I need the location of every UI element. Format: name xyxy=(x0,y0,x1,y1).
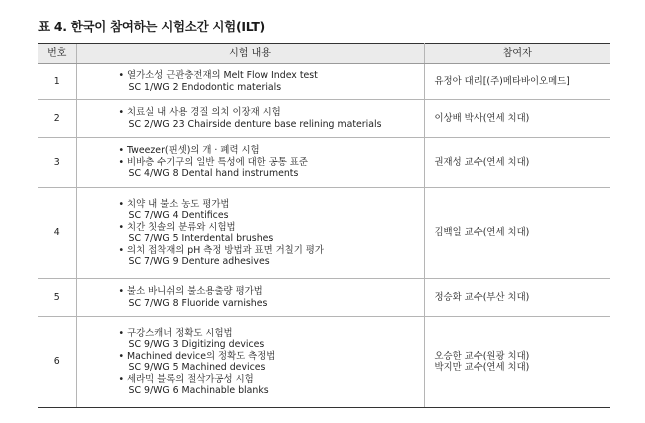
participant-name: 오승한 교수(원광 치대) xyxy=(434,350,530,362)
content-line: SC 9/WG 3 Digitizing devices xyxy=(128,339,265,350)
content-line: • Machined device의 정확도 측정법 xyxy=(118,350,276,362)
content-line: SC 7/WG 5 Interdental brushes xyxy=(128,233,274,244)
row-number: 4 xyxy=(38,188,76,279)
row-content xyxy=(76,100,424,138)
row-participant xyxy=(424,279,610,317)
row-number: 2 xyxy=(38,100,76,138)
content-line: SC 2/WG 23 Chairside denture base relining materials xyxy=(128,118,382,130)
content-line: SC 9/WG 5 Machined devices xyxy=(128,362,266,373)
row-number: 6 xyxy=(38,317,76,408)
table-row xyxy=(38,317,610,408)
content-line: SC 4/WG 8 Dental hand instruments xyxy=(128,168,299,180)
header-content: 시험 내용 xyxy=(76,44,424,64)
row-participant xyxy=(424,188,610,279)
content-line: • 구강스캐너 정확도 시험법 xyxy=(118,327,233,339)
row-content xyxy=(76,317,424,408)
content-line: • 치간 칫솔의 분류와 시험법 xyxy=(118,221,236,233)
ilt-table xyxy=(38,43,610,408)
table-header-row xyxy=(38,44,610,64)
row-participant xyxy=(424,64,610,100)
table-row xyxy=(38,188,610,279)
participant-name: 유정아 대리[(주)메타바이오메드] xyxy=(434,75,570,87)
row-number: 3 xyxy=(38,138,76,188)
content-line: SC 7/WG 9 Denture adhesives xyxy=(128,256,270,267)
participant-name: 김백일 교수(연세 치대) xyxy=(434,227,530,239)
row-number: 5 xyxy=(38,279,76,317)
table-row xyxy=(38,138,610,188)
table-caption: 표 4. 한국이 참여하는 시험소간 시험(ILT) xyxy=(38,19,265,34)
row-content xyxy=(76,279,424,317)
table-row xyxy=(38,279,610,317)
table-row xyxy=(38,64,610,100)
row-participant xyxy=(424,138,610,188)
participant-name: 권재성 교수(연세 치대) xyxy=(434,156,530,168)
content-line: • Tweezer(핀셋)의 개 · 폐력 시험 xyxy=(118,145,260,157)
row-number: 1 xyxy=(38,64,76,100)
header-number: 번호 xyxy=(38,44,76,64)
content-line: • 열가소성 근관충전재의 Melt Flow Index test xyxy=(118,70,318,81)
content-line: • 치약 내 불소 농도 평가법 xyxy=(118,198,230,210)
content-line: SC 9/WG 6 Machinable blanks xyxy=(128,385,269,396)
row-content xyxy=(76,64,424,100)
content-line: SC 1/WG 2 Endodontic materials xyxy=(128,81,282,93)
content-line: • 의치 접착재의 pH 측정 방법과 표면 거칠기 평가 xyxy=(118,244,324,256)
participant-name: 정승화 교수(부산 치대) xyxy=(434,291,530,303)
row-participant xyxy=(424,317,610,408)
content-line: • 치료실 내 사용 경질 의치 이장재 시험 xyxy=(118,107,281,118)
row-participant xyxy=(424,100,610,138)
row-content xyxy=(76,138,424,188)
content-line: SC 7/WG 4 Dentifices xyxy=(128,210,229,221)
header-participant: 참여자 xyxy=(424,44,610,64)
participant-name: 박지만 교수(연세 치대) xyxy=(434,362,530,373)
content-line: • 비바층 수기구의 일반 특성에 대한 공통 표준 xyxy=(118,156,308,168)
row-content xyxy=(76,188,424,279)
content-line: • 불소 바니쉬의 불소용출량 평가법 xyxy=(118,286,263,297)
table-row xyxy=(38,100,610,138)
participant-name: 이상배 박사(연세 치대) xyxy=(434,112,530,124)
content-line: • 세라믹 블록의 절삭가공성 시험 xyxy=(118,373,254,385)
content-line: SC 7/WG 8 Fluoride varnishes xyxy=(128,297,268,309)
